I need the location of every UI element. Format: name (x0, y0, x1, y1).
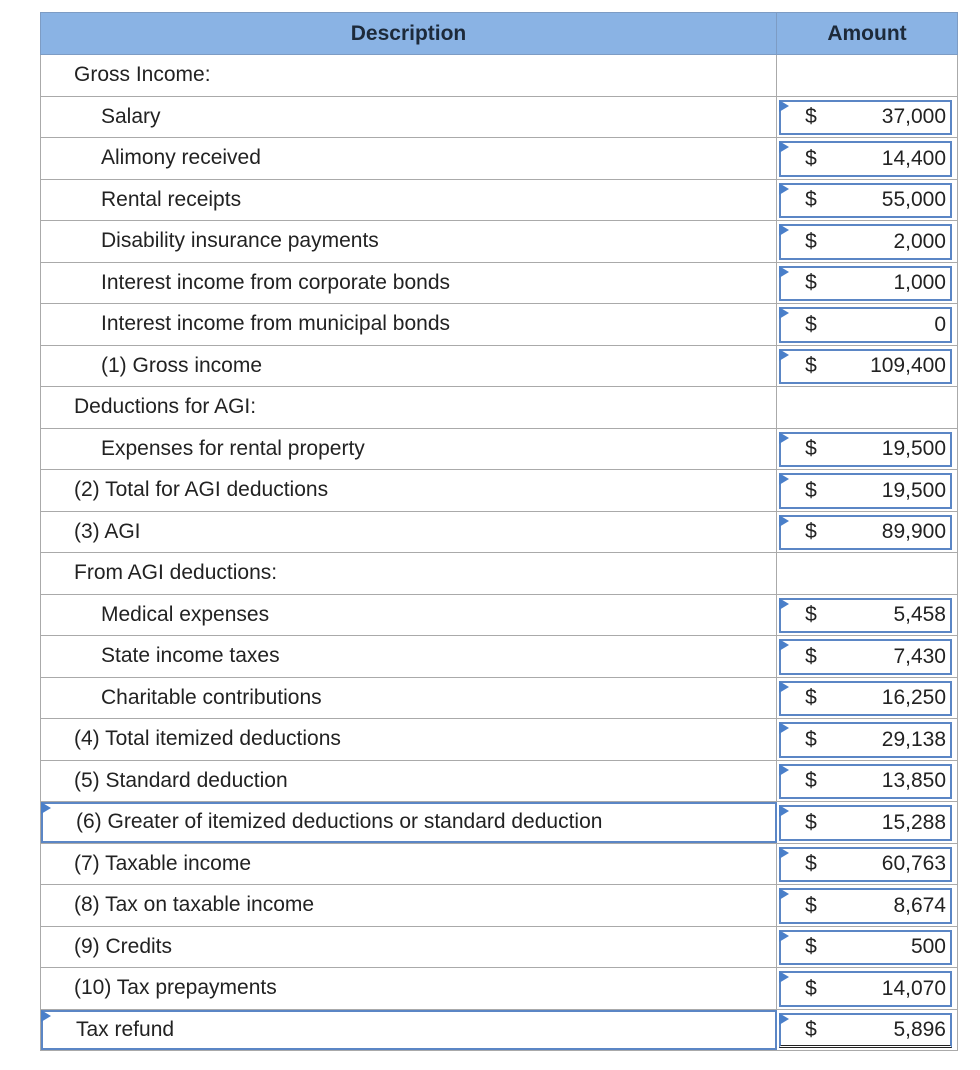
amount-value: 29,138 (881, 727, 946, 751)
row-label-input[interactable] (41, 802, 777, 843)
row-label (41, 304, 777, 345)
table-row (40, 55, 958, 97)
description-header: Description (41, 13, 777, 54)
amount-input[interactable] (779, 847, 952, 883)
row-label-text: Alimony received (101, 146, 261, 170)
amount-value: 109,400 (870, 354, 946, 378)
row-label (41, 429, 777, 470)
input-marker-icon (779, 598, 789, 610)
amount-column-cell (777, 180, 957, 221)
input-marker-icon (779, 100, 789, 112)
currency-symbol: $ (805, 188, 817, 212)
input-marker-icon (779, 1013, 789, 1025)
amount-column-cell (777, 885, 957, 926)
amount-input[interactable] (779, 681, 952, 717)
input-marker-icon (779, 307, 789, 319)
amount-value: 5,896 (893, 1017, 946, 1041)
row-label-text: (1) Gross income (101, 353, 263, 377)
amount-value: 19,500 (881, 437, 946, 461)
amount-column-cell (777, 719, 957, 760)
input-marker-icon (779, 639, 789, 651)
currency-symbol: $ (805, 727, 817, 751)
table-row (40, 180, 958, 222)
currency-symbol: $ (805, 686, 817, 710)
amount-input[interactable] (779, 639, 952, 675)
amount-input[interactable] (779, 349, 952, 385)
row-label-text: Gross Income: (74, 63, 211, 87)
amount-column-cell (777, 387, 957, 428)
row-label (41, 678, 777, 719)
row-label-text: (2) Total for AGI deductions (74, 478, 329, 502)
table-row (40, 346, 958, 388)
input-marker-icon (779, 224, 789, 236)
amount-column-cell (777, 263, 957, 304)
input-marker-icon (779, 930, 789, 942)
amount-input[interactable] (779, 888, 952, 924)
table-row (40, 636, 958, 678)
row-label-text: (9) Credits (74, 934, 173, 958)
currency-symbol: $ (805, 644, 817, 668)
amount-value: 8,674 (893, 893, 946, 917)
amount-input[interactable] (779, 971, 952, 1007)
row-label-text: (6) Greater of itemized deductions or standard deduction (76, 810, 603, 834)
table-row (40, 138, 958, 180)
amount-value: 55,000 (881, 188, 946, 212)
input-marker-icon (41, 802, 51, 814)
input-marker-icon (779, 764, 789, 776)
amount-input[interactable] (779, 473, 952, 509)
currency-symbol: $ (805, 1017, 817, 1041)
amount-value: 13,850 (881, 769, 946, 793)
row-label-text: (4) Total itemized deductions (74, 727, 341, 751)
amount-value: 37,000 (881, 105, 946, 129)
amount-column-cell (777, 968, 957, 1009)
amount-value: 14,070 (881, 976, 946, 1000)
amount-column-cell (777, 221, 957, 262)
amount-column-cell (777, 678, 957, 719)
table-body (40, 55, 958, 1051)
row-label (41, 636, 777, 677)
amount-value: 5,458 (893, 603, 946, 627)
amount-column-cell (777, 927, 957, 968)
amount-value: 60,763 (881, 852, 946, 876)
table-row (40, 221, 958, 263)
amount-column-cell (777, 346, 957, 387)
amount-column-cell (777, 802, 957, 843)
row-label (41, 761, 777, 802)
amount-value: 500 (910, 935, 946, 959)
table-row (40, 595, 958, 637)
row-label-text: Disability insurance payments (101, 229, 379, 253)
table-row (40, 553, 958, 595)
amount-input[interactable] (779, 722, 952, 758)
input-marker-icon (779, 473, 789, 485)
amount-value: 1,000 (893, 271, 946, 295)
input-marker-icon (779, 183, 789, 195)
input-marker-icon (779, 432, 789, 444)
row-label (41, 346, 777, 387)
row-label-text: Salary (101, 104, 161, 128)
row-label (41, 55, 777, 96)
input-marker-icon (779, 515, 789, 527)
amount-input[interactable] (779, 432, 952, 468)
amount-column-cell (777, 844, 957, 885)
tax-computation-table (40, 12, 958, 1051)
amount-input[interactable] (779, 1013, 952, 1049)
row-label-text: Rental receipts (101, 187, 242, 211)
table-row (40, 512, 958, 554)
amount-input[interactable] (779, 307, 952, 343)
amount-input[interactable] (779, 598, 952, 634)
row-label-text: Interest income from municipal bonds (101, 312, 450, 336)
currency-symbol: $ (805, 976, 817, 1000)
table-header (40, 12, 958, 55)
amount-column-cell (777, 553, 957, 594)
amount-value: 2,000 (893, 229, 946, 253)
amount-value: 16,250 (881, 686, 946, 710)
input-marker-icon (41, 1010, 51, 1022)
row-label-text: Expenses for rental property (101, 436, 365, 460)
currency-symbol: $ (805, 893, 817, 917)
amount-column-cell (777, 429, 957, 470)
amount-column-cell (777, 1010, 957, 1051)
amount-header: Amount (827, 21, 907, 45)
amount-input[interactable] (779, 805, 952, 841)
amount-input[interactable] (779, 224, 952, 260)
table-row (40, 470, 958, 512)
table-row (40, 387, 958, 429)
row-label (41, 553, 777, 594)
row-label (41, 470, 777, 511)
row-label (41, 138, 777, 179)
amount-column-cell (777, 512, 957, 553)
currency-symbol: $ (805, 229, 817, 253)
amount-column-cell (777, 304, 957, 345)
amount-input[interactable] (779, 183, 952, 219)
input-marker-icon (779, 681, 789, 693)
amount-column-cell (777, 55, 957, 96)
input-marker-icon (779, 971, 789, 983)
input-marker-icon (779, 141, 789, 153)
row-label-text: Deductions for AGI: (74, 395, 257, 419)
input-marker-icon (779, 888, 789, 900)
row-label-text: (8) Tax on taxable income (74, 893, 315, 917)
input-marker-icon (779, 266, 789, 278)
input-marker-icon (779, 722, 789, 734)
row-label-text: (7) Taxable income (74, 851, 252, 875)
row-label-input[interactable] (41, 1010, 777, 1051)
row-label-text: Medical expenses (101, 602, 270, 626)
row-label (41, 968, 777, 1009)
amount-value: 14,400 (881, 146, 946, 170)
currency-symbol: $ (805, 312, 817, 336)
row-label (41, 844, 777, 885)
row-label (41, 221, 777, 262)
row-label (41, 180, 777, 221)
amount-column-cell (777, 470, 957, 511)
table-row (40, 263, 958, 305)
amount-value: 19,500 (881, 478, 946, 502)
amount-column-cell (777, 138, 957, 179)
table-row (40, 678, 958, 720)
amount-value: 15,288 (881, 810, 946, 834)
table-row (40, 97, 958, 139)
amount-input[interactable] (779, 100, 952, 136)
table-row (40, 968, 958, 1010)
row-label (41, 512, 777, 553)
currency-symbol: $ (805, 437, 817, 461)
currency-symbol: $ (805, 852, 817, 876)
amount-column-cell (777, 761, 957, 802)
currency-symbol: $ (805, 603, 817, 627)
row-label-text: Interest income from corporate bonds (101, 270, 451, 294)
row-label (41, 719, 777, 760)
table-row (40, 429, 958, 471)
row-label-text: Charitable contributions (101, 685, 322, 709)
input-marker-icon (779, 847, 789, 859)
currency-symbol: $ (805, 769, 817, 793)
row-label-text: (3) AGI (74, 519, 141, 543)
row-label (41, 927, 777, 968)
currency-symbol: $ (805, 810, 817, 834)
input-marker-icon (779, 805, 789, 817)
table-row (40, 719, 958, 761)
row-label-text: (5) Standard deduction (74, 768, 288, 792)
table-row (40, 927, 958, 969)
table-row (40, 844, 958, 886)
row-label (41, 595, 777, 636)
row-label (41, 885, 777, 926)
amount-input[interactable] (779, 141, 952, 177)
amount-column-cell (777, 636, 957, 677)
table-row (40, 761, 958, 803)
amount-input[interactable] (779, 764, 952, 800)
currency-symbol: $ (805, 105, 817, 129)
amount-value: 89,900 (881, 520, 946, 544)
input-marker-icon (779, 349, 789, 361)
amount-value: 0 (934, 312, 946, 336)
table-row (40, 304, 958, 346)
row-label-text: (10) Tax prepayments (74, 976, 277, 1000)
row-label-text: State income taxes (101, 644, 280, 668)
amount-column-cell (777, 97, 957, 138)
currency-symbol: $ (805, 146, 817, 170)
row-label (41, 263, 777, 304)
table-row (40, 802, 958, 844)
row-label (41, 97, 777, 138)
table-row (40, 885, 958, 927)
currency-symbol: $ (805, 520, 817, 544)
currency-symbol: $ (805, 478, 817, 502)
row-label-text: From AGI deductions: (74, 561, 278, 585)
amount-input[interactable] (779, 930, 952, 966)
amount-input[interactable] (779, 266, 952, 302)
amount-value: 7,430 (893, 644, 946, 668)
row-label-text: Tax refund (76, 1017, 175, 1041)
amount-input[interactable] (779, 515, 952, 551)
currency-symbol: $ (805, 271, 817, 295)
currency-symbol: $ (805, 354, 817, 378)
amount-column-cell (777, 595, 957, 636)
row-label (41, 387, 777, 428)
table-row (40, 1010, 958, 1052)
currency-symbol: $ (805, 935, 817, 959)
